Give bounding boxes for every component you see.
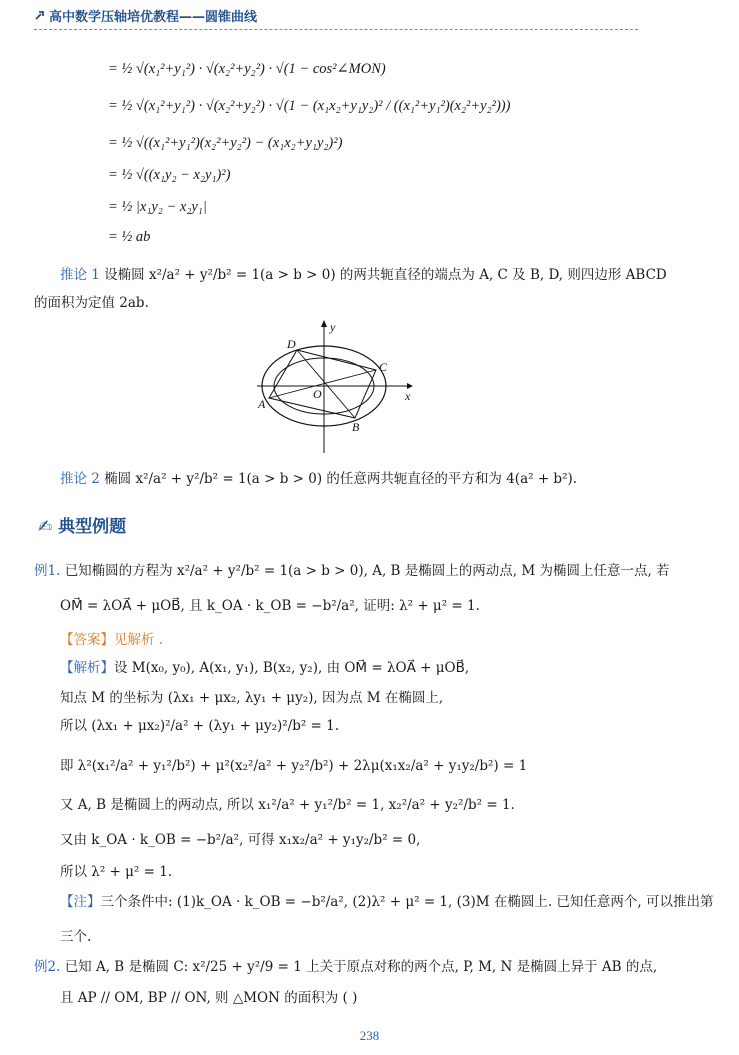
corollary-1-line2: 的面积为定值 2ab. xyxy=(34,295,149,311)
corollary-2-label: 推论 2 xyxy=(60,471,100,487)
diameter-BD xyxy=(297,350,355,418)
answer-text: 见解析 . xyxy=(114,632,164,648)
solution-line: 【解析】设 M(x₀, y₀), A(x₁, y₁), B(x₂, y₂), 由 OM⃗ = λOA⃗ + μOB⃗, xyxy=(60,660,470,676)
example-2-statement: 例2. 已知 A, B 是椭圆 C: x²/25 + y²/9 = 1 上关于原点对称的两个点, P, M, N 是椭圆上异于 AB 的点, xyxy=(34,959,658,975)
link-icon xyxy=(34,9,46,25)
note-line2: 三个. xyxy=(60,929,92,945)
note-tag: 【注】 xyxy=(60,894,101,910)
header-title: 高中数学压轴培优教程——圆锥曲线 xyxy=(49,10,258,25)
solution-tag: 【解析】 xyxy=(60,660,114,676)
section-title: ✍ 典型例题 xyxy=(38,517,127,537)
page-number: 238 xyxy=(359,1028,380,1043)
example-1-line2: OM⃗ = λOA⃗ + μOB⃗, 且 k_OA · k_OB = −b²/a², 证明: λ² + μ² = 1. xyxy=(60,598,480,614)
corollary-1 xyxy=(60,266,667,284)
answer-tag: 【答案】 xyxy=(60,632,114,648)
solution-line: 所以 λ² + μ² = 1. xyxy=(60,864,173,880)
solution-line: 所以 (λx₁ + μx₂)²/a² + (λy₁ + μy₂)²/b² = 1. xyxy=(60,718,340,734)
corollary-1-label: 推论 1 xyxy=(60,267,100,283)
solution-line: 知点 M 的坐标为 (λx₁ + μx₂, λy₁ + μy₂), 因为点 M 在椭圆上, xyxy=(60,690,444,706)
example-2-line2: 且 AP // OM, BP // ON, 则 △MON 的面积为 ( ) xyxy=(60,990,358,1006)
corollary-1-text: 设椭圆 x²/a² + y²/b² = 1(a > b > 0) 的两共轭直径的端点为 A, C 及 B, D, 则四边形 ABCD xyxy=(104,267,667,283)
running-header xyxy=(34,6,257,25)
corollary-2-text: 椭圆 x²/a² + y²/b² = 1(a > b > 0) 的任意两共轭直径的平方和为 4(a² + b²). xyxy=(104,471,578,487)
derivation-line: = ½ √((x₁y₂ − x₂y₁)²) xyxy=(108,167,231,183)
derivation-line: = ½ √(x₁²+y₁²) · √(x₂²+y₂²) · √(1 − (x₁x₂+y₁y₂)² / ((x₁²+y₁²)(x₂²+y₂²))) xyxy=(108,98,511,114)
pen-icon: ✍ xyxy=(38,517,53,537)
point-A-label: A xyxy=(258,397,266,411)
origin-label: O xyxy=(313,387,322,401)
y-axis-arrow xyxy=(321,320,327,327)
solution-line: 又 A, B 是椭圆上的两动点, 所以 x₁²/a² + y₁²/b² = 1, x₂²/a² + y₂²/b² = 1. xyxy=(60,797,515,813)
example-1-statement: 例1. 已知椭圆的方程为 x²/a² + y²/b² = 1(a > b > 0), A, B 是椭圆上的两动点, M 为椭圆上任意一点, 若 xyxy=(34,563,670,579)
note-line: 【注】三个条件中: (1)k_OA · k_OB = −b²/a², (2)λ² + μ² = 1, (3)M 在椭圆上. 已知任意两个, 可以推出第 xyxy=(60,894,714,910)
point-D-label: D xyxy=(287,337,296,351)
conjugate-diameter-figure xyxy=(255,318,415,456)
diameter-AC xyxy=(269,370,376,398)
derivation-line: = ½ |x₁y₂ − x₂y₁| xyxy=(108,199,207,215)
header-divider xyxy=(34,29,638,30)
point-B-label: B xyxy=(352,420,360,434)
derivation-line: = ½ ab xyxy=(108,229,151,245)
derivation-line: = ½ √(x₁²+y₁²) · √(x₂²+y₂²) · √(1 − cos²∠MON) xyxy=(108,61,386,77)
solution-line: 即 λ²(x₁²/a² + y₁²/b²) + μ²(x₂²/a² + y₂²/b²) + 2λμ(x₁x₂/a² + y₁y₂/b²) = 1 xyxy=(60,758,528,774)
corollary-2 xyxy=(60,470,577,488)
derivation-line: = ½ √((x₁²+y₁²)(x₂²+y₂²) − (x₁x₂+y₁y₂)²) xyxy=(108,135,343,151)
x-label: x xyxy=(405,389,411,403)
solution-line: 又由 k_OA · k_OB = −b²/a², 可得 x₁x₂/a² + y₁y₂/b² = 0, xyxy=(60,832,421,848)
y-label: y xyxy=(330,320,336,334)
answer-line xyxy=(60,631,163,649)
example-2-label: 例2. xyxy=(34,959,61,975)
example-1-label: 例1. xyxy=(34,563,61,579)
point-C-label: C xyxy=(379,360,388,374)
